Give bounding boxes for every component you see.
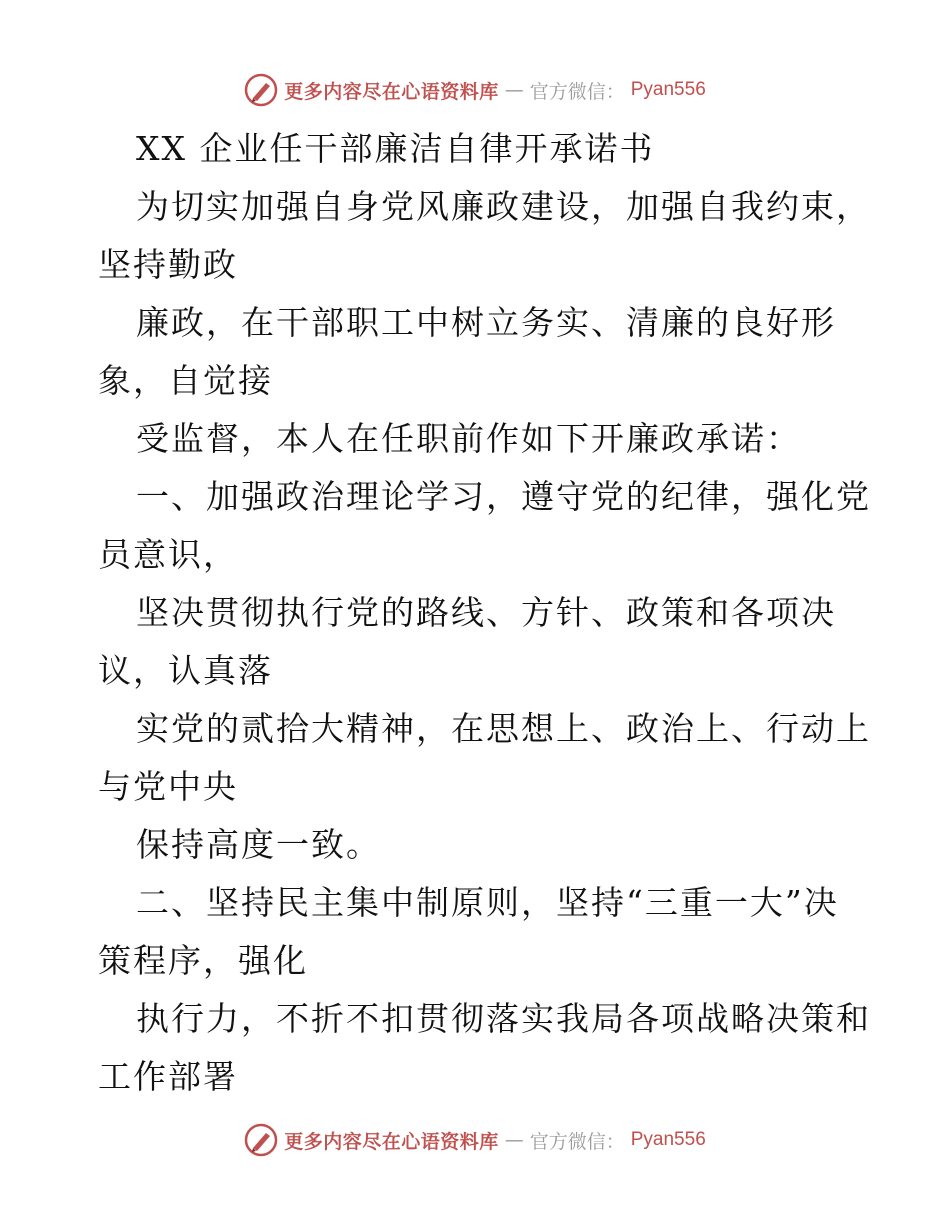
text-line: 受监督，本人在任职前作如下开廉政承诺： [136, 419, 801, 458]
document-body [98, 120, 871, 1106]
text-line: 策程序，强化 [98, 941, 308, 980]
watermark-dash: — [504, 1129, 524, 1151]
text-line: 员意识， [98, 535, 238, 574]
watermark-wechat-id: Pyan556 [630, 79, 706, 100]
text-line: 议，认真落 [98, 651, 273, 690]
text-line: 象，自觉接 [98, 361, 273, 400]
pen-logo-icon [244, 1123, 278, 1157]
watermark-dash: — [504, 79, 524, 101]
text-line: 执行力，不折不扣贯彻落实我局各项战略决策和 [136, 999, 871, 1038]
text-line: 一、加强政治理论学习，遵守党的纪律，强化党 [136, 477, 871, 516]
footer-watermark [0, 1120, 950, 1160]
text-line: 廉政，在干部职工中树立务实、清廉的良好形 [136, 303, 836, 342]
text-line: 保持高度一致。 [136, 825, 381, 864]
text-line: 工作部署 [98, 1057, 238, 1096]
text-line: 坚决贯彻执行党的路线、方针、政策和各项决 [136, 593, 836, 632]
watermark-main-text: 更多内容尽在心语资料库 [284, 1130, 499, 1153]
watermark-wechat-label: 官方微信： [529, 80, 625, 103]
text-line: 坚持勤政 [98, 245, 238, 284]
text-line: 为切实加强自身党风廉政建设，加强自我约束， [136, 187, 871, 226]
text-line: 二、坚持民主集中制原则，坚持“三重一大”决 [136, 883, 839, 922]
text-line: 与党中央 [98, 767, 238, 806]
watermark-wechat-id: Pyan556 [630, 1129, 706, 1150]
watermark-main-text: 更多内容尽在心语资料库 [284, 80, 499, 103]
pen-logo-icon [244, 73, 278, 107]
text-line: 实党的贰拾大精神，在思想上、政治上、行动上 [136, 709, 871, 748]
header-watermark [0, 70, 950, 110]
watermark-wechat-label: 官方微信： [529, 1130, 625, 1153]
document-title: XX 企业任干部廉洁自律开承诺书 [136, 129, 655, 168]
